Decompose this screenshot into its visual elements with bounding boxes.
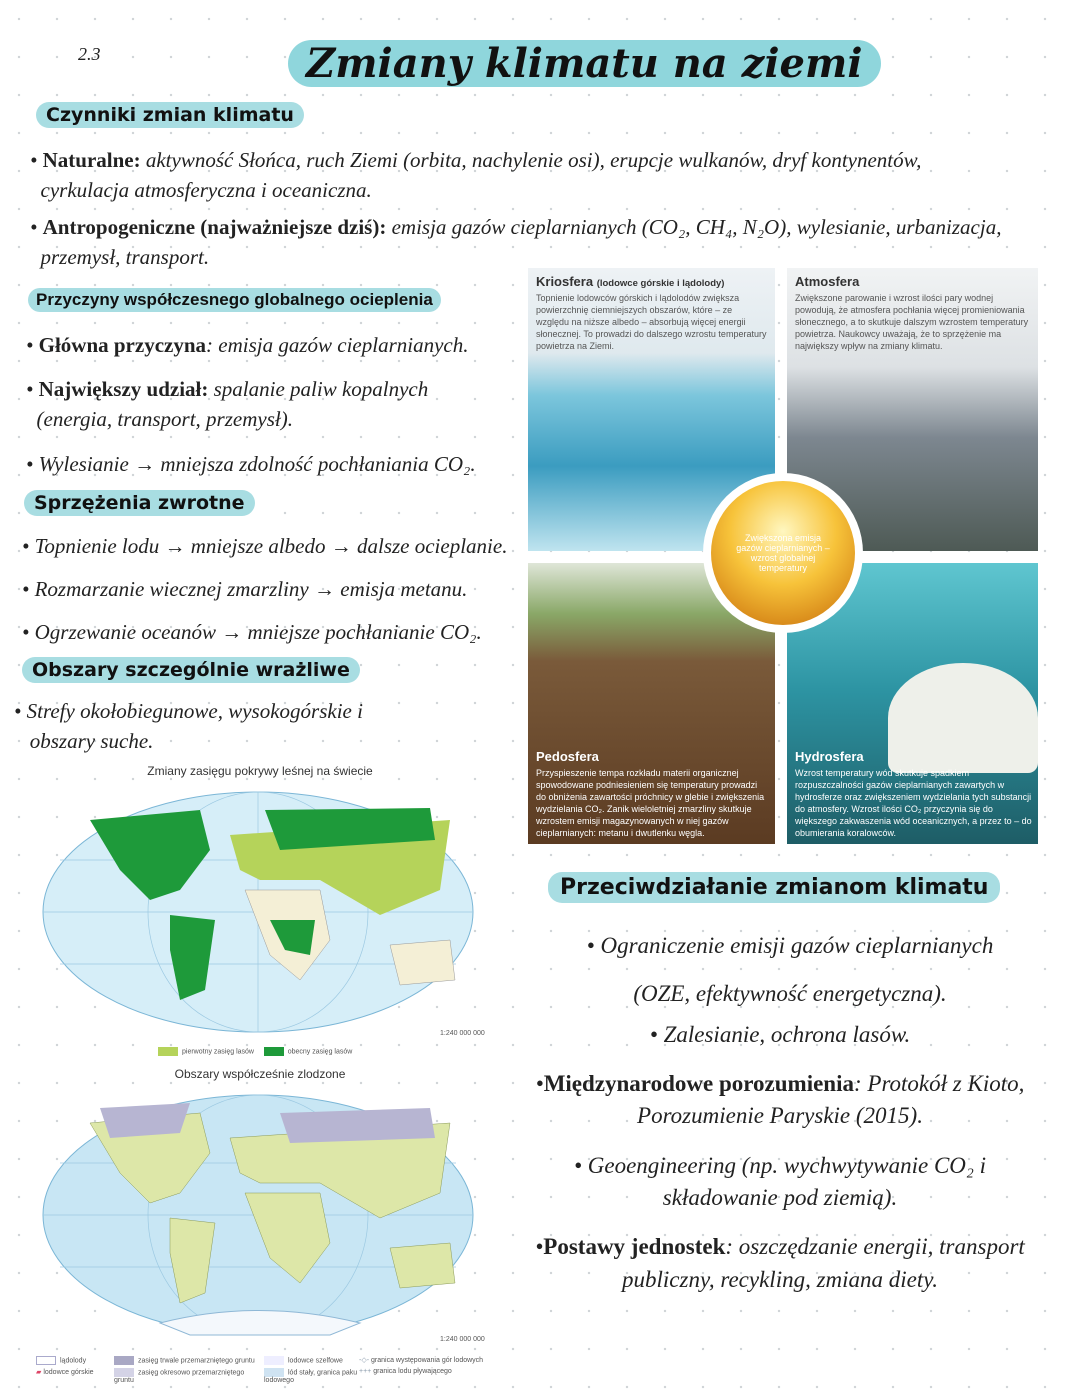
label: Największy udział: bbox=[38, 377, 209, 401]
permafrost-america bbox=[100, 1103, 190, 1138]
feedback-oceans: • Ogrzewanie oceanów → mniejsze pochłanianie CO₂. bbox=[22, 620, 482, 644]
panel-text: Zwiększone parowanie i wzrost ilości pary wodnej powodują, że atmosfera pochłania więcej promieniowania słonecznego, a to skutkuje dalszym wzrostem temperatury powietrza. Naukowcy uważają, że to sprzężenie ma największy wpływ na zmiany klimatu. bbox=[795, 293, 1029, 351]
legend-item: +++ granica lodu pływającego bbox=[359, 1368, 452, 1375]
text: obszary suche. bbox=[29, 729, 154, 753]
anthropogenic-factors: • Antropogeniczne (najważniejsze dziś): emisja gazów cieplarnianych (CO₂, CH₄, N₂O), wylesianie, urbanizacja, przemysł, transport. bbox=[30, 215, 1002, 269]
panel-text: Topnienie lodowców górskich i lądolodów zwiększa powierzchnię ciemniejszych obszarów, które – ze względu na niższe albedo – absorbują więcej energii słonecznej. To prowadzi do dalszego wzrostu temperatury powietrza na Ziemi. bbox=[536, 293, 767, 351]
text: spalanie paliw kopalnych bbox=[208, 377, 429, 401]
text: przemysł, transport. bbox=[40, 245, 210, 269]
panel-title: Pedosfera bbox=[536, 749, 599, 764]
feedback-ice: • Topnienie lodu → mniejsze albedo → dalsze ocieplanie. bbox=[22, 534, 508, 558]
legend-label: zasięg trwale przemarzniętego gruntu bbox=[138, 1357, 255, 1365]
legend-item: -◇- granica występowania gór lodowych bbox=[359, 1357, 484, 1364]
main-cause: • Główna przyczyna: emisja gazów cieplarnianych. bbox=[26, 333, 469, 357]
geoengineering: • Geoengineering (np. wychwytywanie CO₂ i składowanie pod ziemią). bbox=[573, 1153, 987, 1210]
ice-map bbox=[30, 1083, 490, 1348]
legend-label: granica występowania gór lodowych bbox=[371, 1357, 484, 1364]
heading-sprzezenia: Sprzężenia zwrotne bbox=[24, 490, 255, 516]
text: Porozumienie Paryskie (2015). bbox=[637, 1103, 923, 1128]
panel-subtitle: (lodowce górskie i lądolody) bbox=[596, 278, 725, 289]
forest-map bbox=[30, 780, 490, 1045]
heading-obszary: Obszary szczególnie wrażliwe bbox=[22, 657, 360, 683]
sensitive-areas: • Strefy okołobiegunowe, wysokogórskie i obszary suche. bbox=[14, 699, 363, 753]
natural-factors: • Naturalne: aktywność Słońca, ruch Ziemi (orbita, nachylenie osi), erupcje wulkanów, dryf kontynentów, cyrkulacja atmosferyczna i oceaniczna. bbox=[30, 148, 922, 202]
label: Międzynarodowe porozumienia bbox=[543, 1071, 854, 1096]
legend-item bbox=[36, 1356, 114, 1365]
panel-title: Kriosfera bbox=[536, 274, 594, 289]
text: Ograniczenie emisji gazów cieplarnianych bbox=[600, 933, 994, 958]
legend-label: pierwotny zasięg lasów bbox=[182, 1048, 254, 1056]
text: Geoengineering (np. wychwytywanie CO₂ i bbox=[587, 1153, 987, 1178]
heading-przeciwdzialanie: Przeciwdziałanie zmianom klimatu bbox=[548, 872, 1000, 903]
map2-legend bbox=[36, 1356, 496, 1384]
text: : oszczędzanie energii, transport bbox=[725, 1234, 1025, 1259]
heading-czynniki: Czynniki zmian klimatu bbox=[36, 102, 304, 128]
legend-label: obecny zasięg lasów bbox=[287, 1048, 353, 1056]
legend-item bbox=[264, 1368, 359, 1384]
individual-actions: •Postawy jednostek: oszczędzanie energii, transport publiczny, recykling, zmiana diety. bbox=[535, 1234, 1025, 1292]
panel-text: Wzrost temperatury wód skutkuje spadkiem rozpuszczalności gazów cieplarnianych zawartych w hydrosferze oraz zwiększeniem wydzielania tych substancji do atmosfery. Wzrost ilości CO₂ przyczynia się do większego zakwaszenia wód oceanicznych, a przez to – do obumierania koralowców. bbox=[795, 768, 1032, 838]
afforestation: • Zalesianie, ochrona lasów. bbox=[649, 1022, 911, 1047]
emission-reduction: • Ograniczenie emisji gazów cieplarnianych (OZE, efektywność energetyczna). bbox=[586, 933, 994, 1006]
australia bbox=[390, 940, 455, 985]
deforestation: • Wylesianie → mniejsza zdolność pochłaniania CO₂. bbox=[26, 452, 476, 476]
climate-feedback-diagram bbox=[528, 268, 1038, 844]
text: : emisja gazów cieplarnianych. bbox=[206, 333, 469, 357]
text: cyrkulacja atmosferyczna i oceaniczna. bbox=[40, 178, 372, 202]
center-circle bbox=[703, 473, 863, 633]
legend-label: lód stały, granica paku lodowego bbox=[264, 1369, 358, 1384]
label: Naturalne: bbox=[42, 148, 141, 172]
largest-share: • Największy udział: spalanie paliw kopalnych (energia, transport, przemysł). bbox=[26, 377, 429, 431]
text: : Protokół z Kioto, bbox=[853, 1071, 1025, 1096]
text: Rozmarzanie wiecznej zmarzliny → emisja metanu. bbox=[34, 577, 468, 601]
text: Wylesianie → mniejsza zdolność pochłaniania CO₂. bbox=[38, 452, 476, 476]
text: publiczny, recykling, zmiana diety. bbox=[622, 1267, 938, 1292]
panel-text: Przyspieszenie tempa rozkładu materii organicznej spowodowane podniesieniem się temperatury prowadzi do obniżenia zawartości próchnicy w glebie i zwiększenia wydzielania CO₂. Zanik wieloletniej zmarzliny skutkuje wzrostem emisji magazynowanych w niej gazów cieplarnianych: metanu i dwutlenku węgla. bbox=[536, 768, 765, 838]
map1-scale: 1:240 000 000 bbox=[440, 1030, 485, 1037]
legend-label: zasięg okresowo przemarzniętego gruntu bbox=[114, 1369, 245, 1384]
swatch-original bbox=[158, 1047, 178, 1056]
text: składowanie pod ziemią). bbox=[662, 1185, 898, 1210]
map2-title: Obszary współcześnie zlodzone bbox=[174, 1067, 346, 1081]
permafrost-eurasia bbox=[280, 1108, 435, 1143]
heading-przyczyny: Przyczyny współczesnego globalnego ocieplenia bbox=[28, 288, 441, 312]
label: Główna przyczyna bbox=[38, 333, 207, 357]
legend-label: lodowce górskie bbox=[43, 1369, 94, 1376]
panel-title: Hydrosfera bbox=[795, 749, 864, 764]
legend-item bbox=[114, 1356, 264, 1365]
text: aktywność Słońca, ruch Ziemi (orbita, nachylenie osi), erupcje wulkanów, dryf kontynentów, bbox=[140, 148, 922, 172]
text: (OZE, efektywność energetyczna). bbox=[633, 981, 947, 1006]
label: Postawy jednostek bbox=[543, 1234, 726, 1259]
map1-legend bbox=[158, 1047, 352, 1056]
text: Strefy okołobiegunowe, wysokogórskie i bbox=[26, 699, 363, 723]
text: Ogrzewanie oceanów → mniejsze pochłanianie CO₂. bbox=[34, 620, 482, 644]
legend-item bbox=[264, 1356, 359, 1365]
legend-label: lodowce szelfowe bbox=[288, 1357, 343, 1365]
legend-item: ▰ lodowce górskie bbox=[36, 1369, 94, 1376]
international-agreements: •Międzynarodowe porozumienia: Protokół z Kioto, Porozumienie Paryskie (2015). bbox=[535, 1071, 1025, 1128]
text: Zalesianie, ochrona lasów. bbox=[663, 1022, 911, 1047]
label: Antropogeniczne (najważniejsze dziś): bbox=[42, 215, 387, 239]
page-title: Zmiany klimatu na ziemi bbox=[288, 40, 881, 87]
australia bbox=[390, 1243, 455, 1288]
text: emisja gazów cieplarnianych (CO₂, CH₄, N₂O), wylesianie, urbanizacja, bbox=[386, 215, 1002, 239]
legend-item bbox=[114, 1368, 264, 1384]
text: (energia, transport, przemysł). bbox=[36, 407, 293, 431]
map1-title: Zmiany zasięgu pokrywy leśnej na świecie bbox=[147, 764, 373, 778]
feedback-permafrost: • Rozmarzanie wiecznej zmarzliny → emisja metanu. bbox=[22, 577, 468, 601]
legend-label: lądolody bbox=[60, 1357, 87, 1365]
center-text: Zwiększona emisja gazów cieplarnianych – wzrost globalnej temperatury bbox=[711, 481, 855, 625]
legend-label: granica lodu pływającego bbox=[373, 1368, 452, 1375]
map2-scale: 1:240 000 000 bbox=[440, 1336, 485, 1343]
text: Topnienie lodu → mniejsze albedo → dalsze ocieplanie. bbox=[34, 534, 508, 558]
page-number: 2.3 bbox=[78, 44, 101, 64]
panel-title: Atmosfera bbox=[795, 274, 860, 289]
swatch-current bbox=[264, 1047, 284, 1056]
